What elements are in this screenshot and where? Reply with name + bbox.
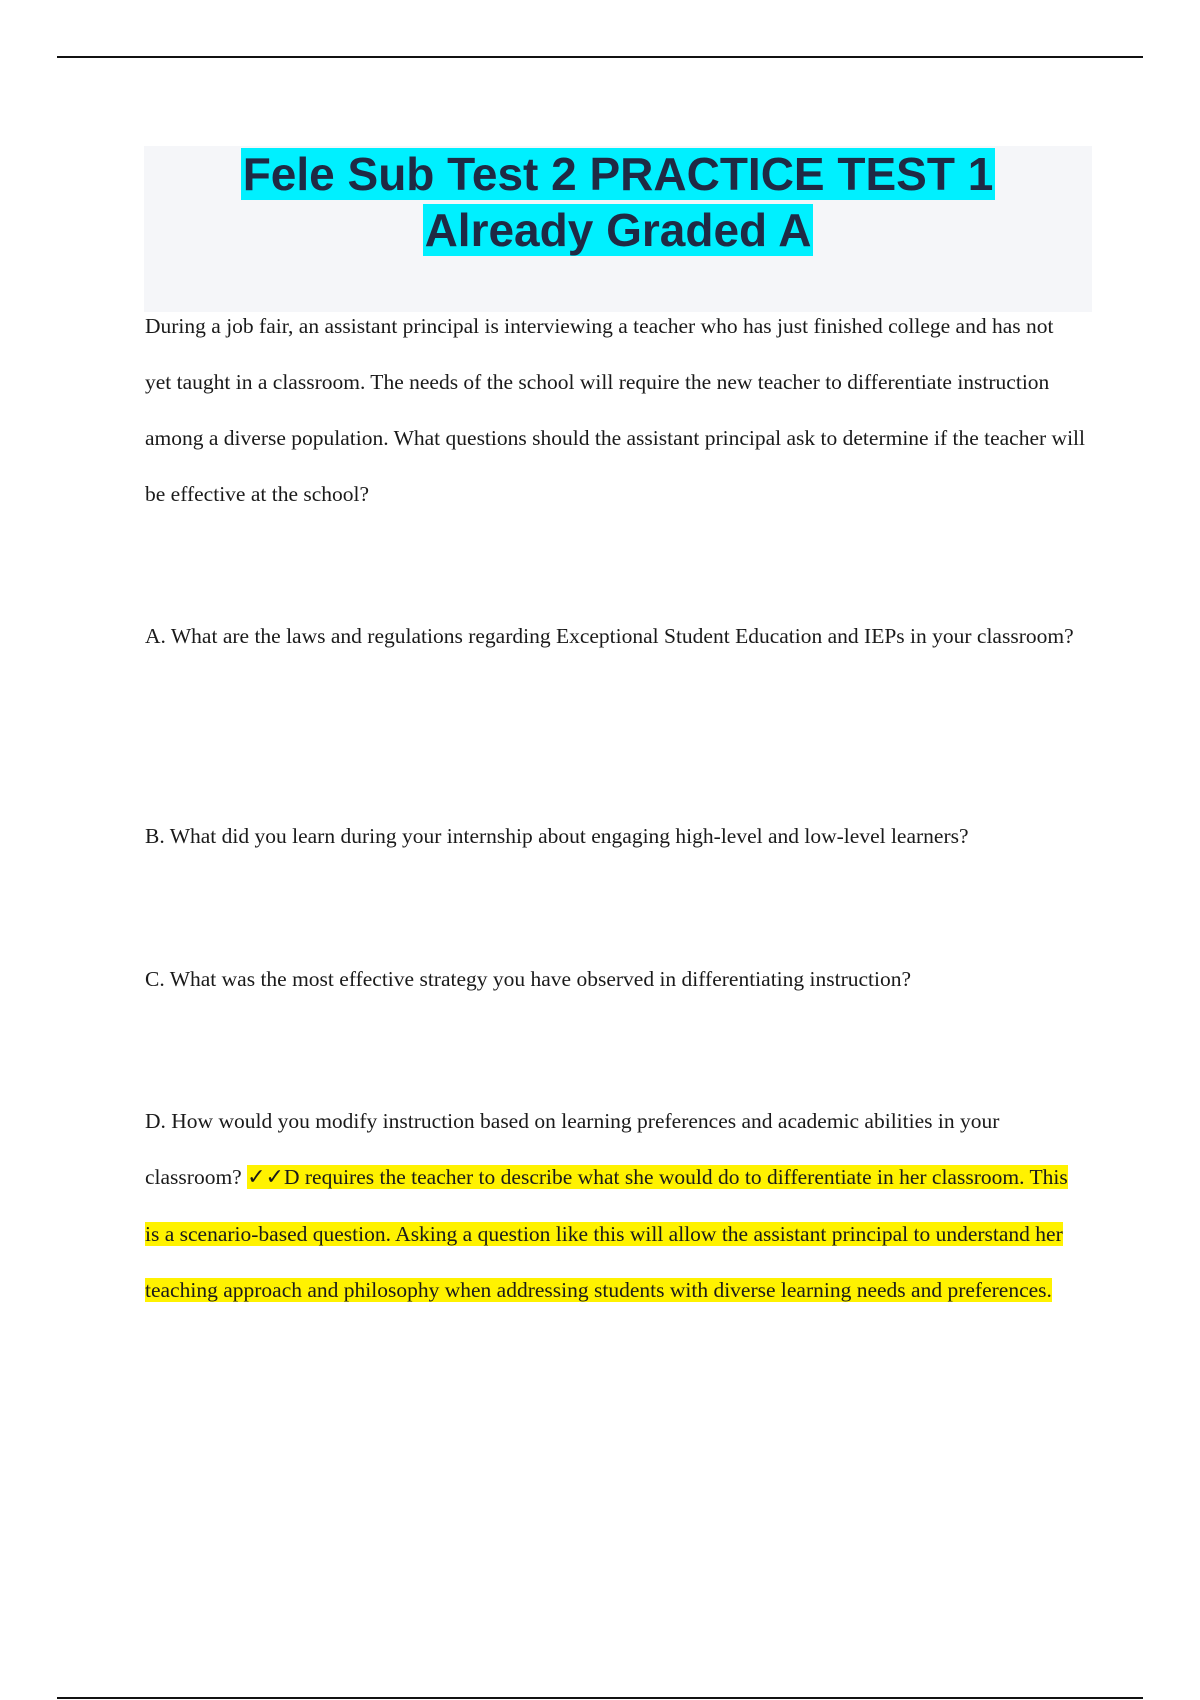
answer-text: D requires the teacher to describe what she would do to differentiate in her classroom. This is a scenario-based question. Asking a question like this will allow the assistant principal to understand her teaching approach and philosophy when addressing students with diverse learning needs and preferences. — [145, 1165, 1068, 1302]
title-line-2: Already Graded A — [424, 204, 812, 256]
title-line-1: Fele Sub Test 2 PRACTICE TEST 1 — [242, 148, 994, 200]
checkmark-icon: ✓✓ — [247, 1165, 284, 1190]
page-title — [144, 146, 1092, 258]
footer-rule — [57, 1697, 1143, 1699]
title-banner — [144, 146, 1092, 312]
option-d: D. How would you modify instruction based on learning preferences and academic abilities in your classroom? — [145, 1109, 1000, 1189]
option-b: B. What did you learn during your internship about engaging high-level and low-level learners? — [145, 824, 969, 848]
question-stem: During a job fair, an assistant principal is interviewing a teacher who has just finished college and has not yet taught in a classroom. The needs of the school will require the new teacher to differentiate instruction among a diverse population. What questions should the assistant principal ask to determine if the teacher will be effective at the school? — [145, 314, 1085, 506]
option-c: C. What was the most effective strategy you have observed in differentiating instruction? — [145, 967, 912, 991]
header-rule — [57, 56, 1143, 58]
option-a: A. What are the laws and regulations regarding Exceptional Student Education and IEPs in your classroom? — [145, 624, 1074, 648]
option-d-with-answer — [145, 1093, 1085, 1318]
answer-explanation — [145, 1165, 1068, 1302]
